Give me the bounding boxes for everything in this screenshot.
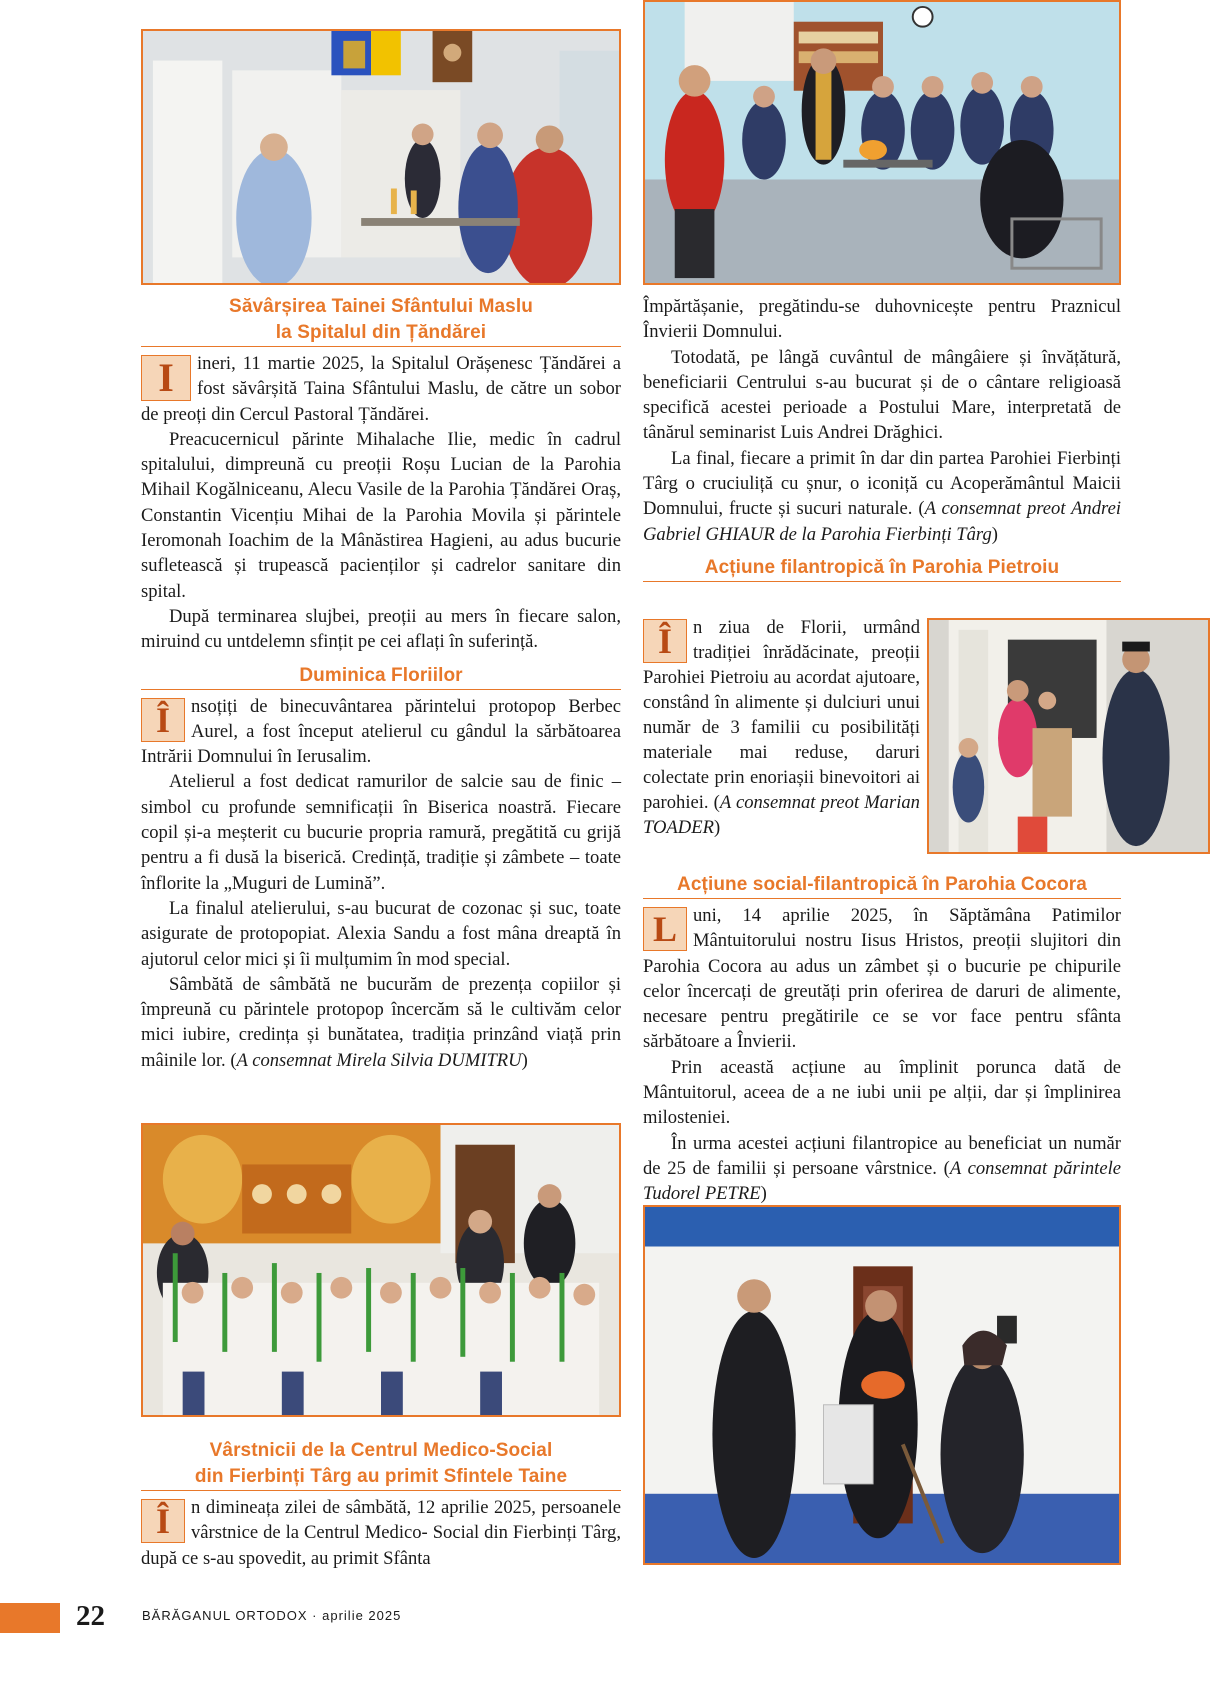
dropcap: Î — [141, 698, 185, 742]
article-maslu-title — [141, 294, 621, 347]
dropcap: I — [141, 355, 191, 401]
article-maslu-p1: I ineri, 11 martie 2025, la Spitalul Orășenesc Țăndărei a fost săvârșită Taina Sfântului Maslu, de către un sobor de preoți din Cercul Pastoral Țăndărei. — [141, 353, 621, 425]
article-varstnici-title: Vârstnicii de la Centrul Medico-Social din Fierbinți Târg au primit Sfintele Taine — [141, 1438, 621, 1491]
article-maslu-title-line2: la Spitalul din Țăndărei — [275, 322, 487, 343]
article-pietroiu-p1: Î n ziua de Florii, urmând tradiției înrădăcinate, preoții Parohiei Pietroiu au acordat ajutoare, constând în alimente și dulciuri unui număr de 3 familii cu posibilități materiale mai reduse, daruri colectate prin enoriașii binevoitori ai parohiei. (A consemnat preot Marian TOADER) — [643, 617, 920, 838]
photo-centru-medico-social — [643, 0, 1121, 285]
right-column — [643, 294, 1121, 586]
left-column-bottom — [141, 1438, 621, 1571]
article-florii-credit: A consemnat Mirela Silvia DUMITRU — [236, 1049, 522, 1071]
photo-florii-children — [141, 1123, 621, 1417]
dropcap: L — [643, 907, 687, 951]
article-cocora-p1: L uni, 14 aprilie 2025, în Săptămâna Patimilor Mântuitorului nostru Iisus Hristos, preoții slujitori din Parohia Cocora au adus un zâmbet și o bucurie pe chipurile celor încercați de greutăți prin oferirea de daruri de alimente, necesare pentru pregătirile ce se vor face pentru sfânta sărbătoare a Învierii. — [643, 905, 1121, 1053]
photo-pietroiu — [927, 618, 1210, 854]
photo-cocora — [643, 1205, 1121, 1565]
article-varstnici-cont-p2: Totodată, pe lângă cuvântul de mângâiere și învățătură, beneficiarii Centrului s-au bucurat și de o cântare religioasă specifică acestei perioade a Postului Mare, interpretată de tânărul seminarist Luis Andrei Drăghici. — [643, 346, 1121, 444]
article-florii-p1: Î nsoțiți de binecuvântarea părintelui protopop Berbec Aurel, a fost început atelierul cu gândul la sărbătoarea Intrării Domnului în Ierusalim. — [141, 695, 621, 768]
photo-florii-children-image — [143, 1125, 619, 1415]
article-florii-title: Duminica Floriilor — [141, 663, 621, 690]
article-pietroiu-credit: A consemnat preot Marian TOADER — [643, 792, 920, 838]
right-column-cocora — [643, 872, 1121, 1207]
dropcap: Î — [141, 1499, 185, 1543]
article-maslu-p3: După terminarea slujbei, preoții au mers în fiecare salon, miruind cu untdelemn sfințit pe cei aflați în suferință. — [141, 605, 621, 653]
article-varstnici-credit: A consemnat preot Andrei Gabriel GHIAUR de la Parohia Fierbinți Târg — [643, 498, 1121, 545]
article-florii-p2: Atelierul a fost dedicat ramurilor de salcie sau de finic – simbol cu profunde semnificații în Biserica noastră. Fiecare copil și-a meșterit cu bucurie propria ramură, pregătită cu grijă pentru a fi dusă la biserică. Credință, tradiție și zâmbete – toate înflorite la „Muguri de Lumină”. — [141, 771, 621, 894]
publication-name: BĂRĂGANUL ORTODOX · aprilie 2025 — [142, 1608, 402, 1623]
photo-centru-image — [645, 2, 1119, 283]
article-varstnici-cont-p3: La final, fiecare a primit în dar din partea Parohiei Fierbinți Târg o cruciuliță cu șnur, o iconiță cu Acoperământul Maicii Domnului, fructe și sucuri naturale. (A consemnat preot Andrei Gabriel GHIAUR de la Parohia Fierbinți Târg) — [643, 447, 1121, 545]
article-cocora-title: Acțiune social-filantropică în Parohia Cocora — [643, 872, 1121, 899]
article-florii-p3: La finalul atelierului, s-au bucurat de cozonac și suc, toate asigurate de protopopiat. Alexia Sandu a fost mâna dreaptă în ajutorul celor mici și îi mulțumim în mod special. — [141, 897, 621, 970]
photo-maslu-hospital-image — [143, 31, 619, 283]
article-varstnici-cont-p1: Împărtășanie, pregătindu-se duhovnicește pentru Praznicul Învierii Domnului. — [643, 296, 1121, 343]
article-florii-p4: Sâmbătă de sâmbătă ne bucurăm de prezența copiilor și împreună cu părintele protopop încercăm să le cultivăm celor mici iubire, credința și bunătatea, tradiția prinzând viață prin mâinile lor. (A consemnat Mirela Silvia DUMITRU) — [141, 973, 621, 1071]
article-pietroiu-title: Acțiune filantropică în Parohia Pietroiu — [643, 555, 1121, 582]
dropcap: Î — [643, 619, 687, 663]
article-maslu-title-line1: Săvârșirea Tainei Sfântului Maslu — [229, 296, 533, 317]
photo-cocora-image — [645, 1207, 1119, 1563]
article-maslu-p2: Preacucernicul părinte Mihalache Ilie, medic în cadrul spitalului, dimpreună cu preoții Roșu Lucian de la Parohia Mihail Kogălniceanu, Alecu Vasile de la Parohia Țăndărei Oraș, Constantin Vicențiu Mihai de la Parohia Movila și părintele Ieromonah Ioachim de la Mânăstirea Hagieni, au adus bucurie sufletească și trupească pacienților și cadrelor sanitare din spital. — [141, 428, 621, 602]
article-cocora-credit: A consemnat părintele Tudorel PETRE — [643, 1157, 1121, 1205]
photo-pietroiu-image — [929, 620, 1208, 852]
article-varstnici-p1: Î n dimineața zilei de sâmbătă, 12 aprilie 2025, persoanele vârstnice de la Centrul Medico- Social din Fierbinți Târg, după ce s-au spovedit, au primit Sfânta — [141, 1497, 621, 1569]
footer-accent-bar — [0, 1603, 60, 1633]
page-number: 22 — [76, 1600, 105, 1632]
photo-maslu-hospital — [141, 29, 621, 285]
article-cocora-p3: În urma acestei acțiuni filantropice au beneficiat un număr de 25 de familii și persoane vârstnice. (A consemnat părintele Tudorel PETRE) — [643, 1132, 1121, 1205]
article-pietroiu-text — [643, 615, 920, 840]
article-cocora-p2: Prin această acțiune au împlinit porunca dată de Mântuitorul, aceea de a ne iubi unii pe alții, dar și împlinirea milosteniei. — [643, 1056, 1121, 1129]
left-column — [141, 294, 621, 1073]
